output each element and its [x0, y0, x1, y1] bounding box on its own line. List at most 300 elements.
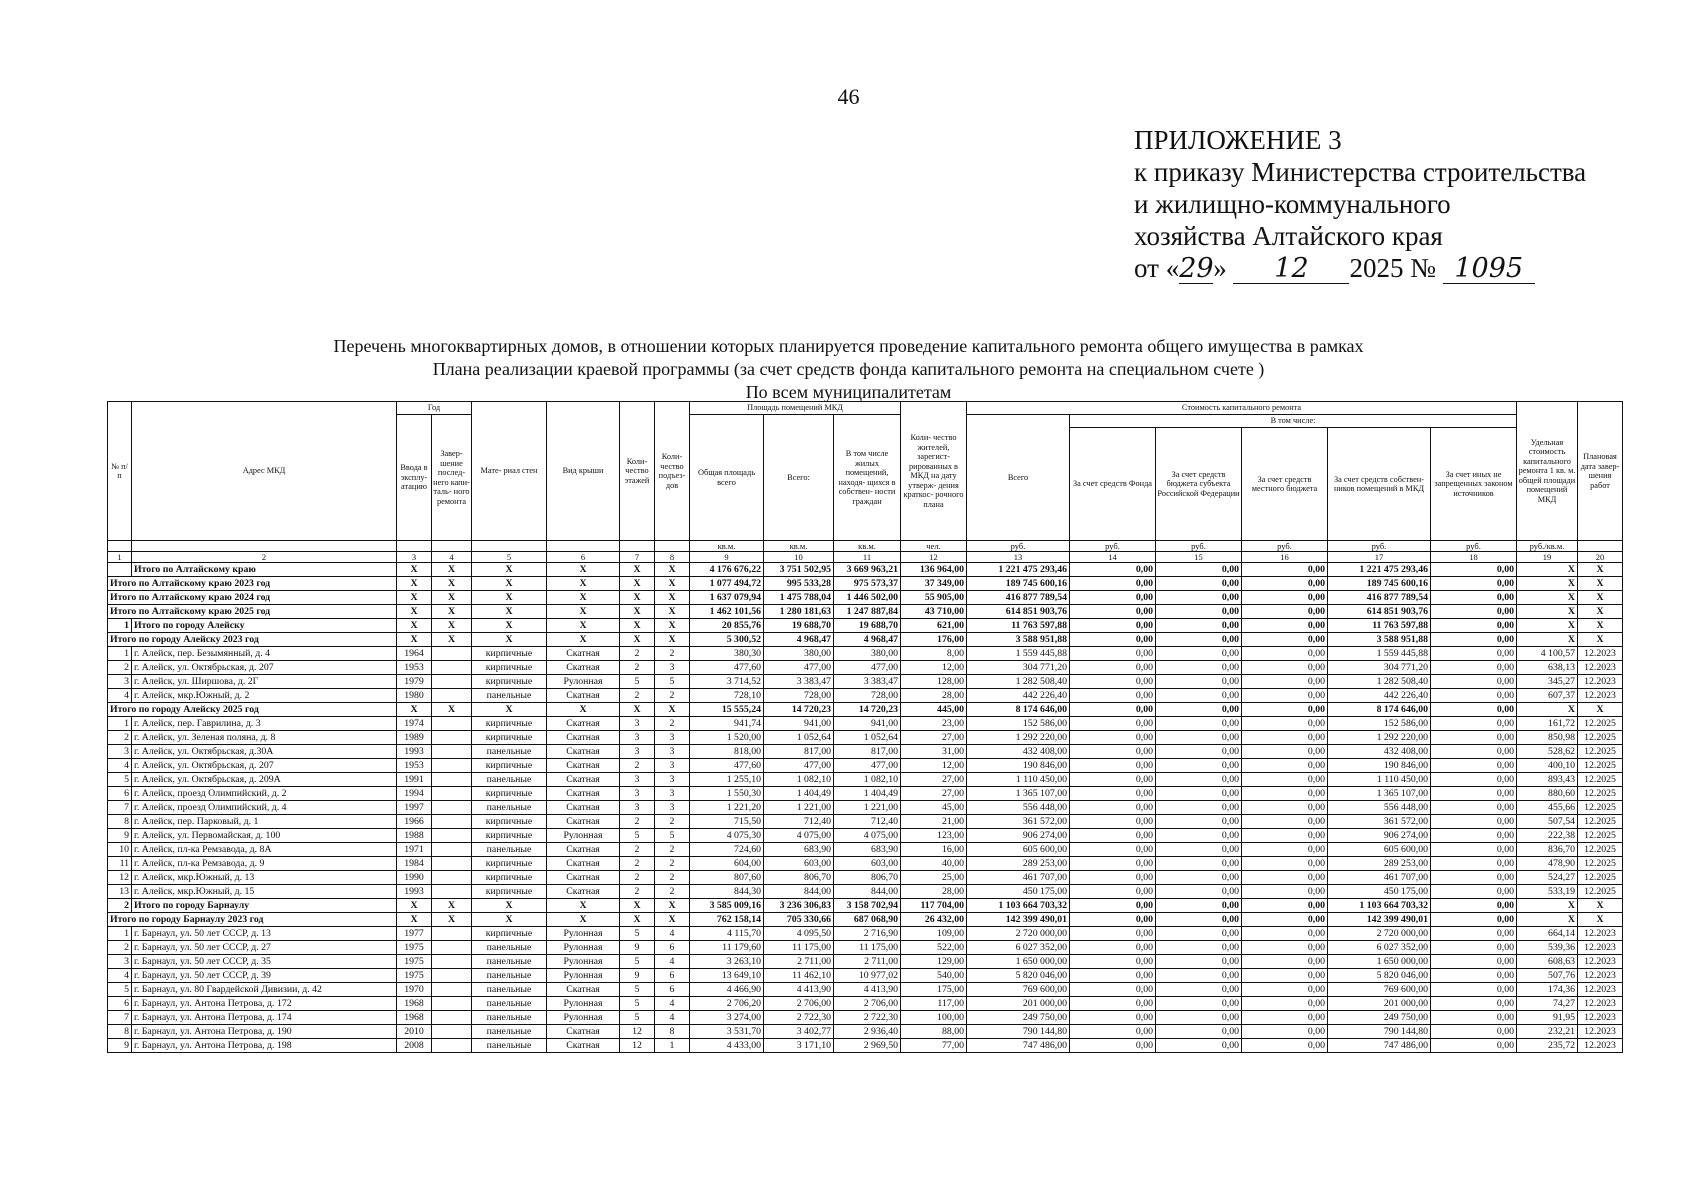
cell: 2	[108, 731, 132, 745]
cell: 8	[108, 1025, 132, 1039]
cell: панельные	[472, 969, 547, 983]
cell: 728,00	[834, 689, 901, 703]
appendix-line-3: хозяйства Алтайского края	[1134, 221, 1443, 251]
cell: 0,00	[1070, 1011, 1156, 1025]
cell: 400,10	[1517, 759, 1578, 773]
cell: X	[397, 563, 432, 577]
cell: 1 520,00	[690, 731, 764, 745]
cell: 0,00	[1156, 563, 1242, 577]
table-row	[108, 731, 1623, 745]
cell: 0,00	[1070, 997, 1156, 1011]
cell: 9	[620, 941, 655, 955]
unit-cell	[1578, 541, 1623, 552]
order-number: 1095	[1443, 255, 1535, 284]
unit-cell	[547, 541, 620, 552]
cell	[432, 997, 472, 1011]
cell: 31,00	[901, 745, 967, 759]
cell: 2	[620, 843, 655, 857]
cell: 289 253,00	[1328, 857, 1431, 871]
cell	[432, 829, 472, 843]
cell	[432, 745, 472, 759]
cell: 0,00	[1070, 745, 1156, 759]
cell: 1 110 450,00	[1328, 773, 1431, 787]
cell: 941,00	[764, 717, 834, 731]
row-title-cell: Итого по городу Алейску 2025 год	[108, 703, 397, 717]
cell: 747 486,00	[967, 1039, 1070, 1053]
header-unit-cost: Удельная стоимость капитального ремонта 1 кв. м. общей площади помещений МКД	[1517, 402, 1578, 541]
cell: 12.2023	[1578, 941, 1623, 955]
cell: Скатная	[547, 801, 620, 815]
cell: 0,00	[1431, 563, 1517, 577]
header-other: За счет иных не запрещенных законом источников	[1431, 428, 1517, 541]
header-walls: Мате- риал стен	[472, 402, 547, 541]
cell: 9	[620, 969, 655, 983]
unit-cell	[108, 541, 132, 552]
cell: 3 263,10	[690, 955, 764, 969]
cell: X	[472, 591, 547, 605]
cell: 0,00	[1431, 1039, 1517, 1053]
cell: 12.2025	[1578, 787, 1623, 801]
cell: 0,00	[1070, 1025, 1156, 1039]
date-day: 29	[1179, 253, 1214, 284]
header-planned: Плановая дата завер- шения работ	[1578, 402, 1623, 541]
total-row	[108, 591, 1623, 605]
unit-cell: кв.м.	[834, 541, 901, 552]
cell: X	[1517, 591, 1578, 605]
cell: 0,00	[1070, 843, 1156, 857]
cell: 189 745 600,16	[1328, 577, 1431, 591]
cell: X	[1517, 633, 1578, 647]
column-number-cell: 7	[620, 552, 655, 563]
cell: X	[655, 563, 690, 577]
cell: X	[432, 633, 472, 647]
cell: X	[432, 605, 472, 619]
cell: 6	[655, 969, 690, 983]
column-number-cell: 15	[1156, 552, 1242, 563]
table-row	[108, 717, 1623, 731]
cell	[432, 675, 472, 689]
address-cell: г. Алейск, пер. Парковый, д. 1	[132, 815, 397, 829]
cell: 1 255,10	[690, 773, 764, 787]
cell: 2 722,30	[834, 1011, 901, 1025]
cell: 3 751 502,95	[764, 563, 834, 577]
cell: 893,43	[1517, 773, 1578, 787]
cell: 2	[620, 815, 655, 829]
total-row	[108, 913, 1623, 927]
cell: 27,00	[901, 787, 967, 801]
cell: кирпичные	[472, 885, 547, 899]
cell: 1 365 107,00	[967, 787, 1070, 801]
cell: 27,00	[901, 773, 967, 787]
table-row	[108, 1025, 1623, 1039]
cell: X	[655, 703, 690, 717]
appendix-block	[1134, 124, 1634, 284]
cell: X	[655, 899, 690, 913]
cell: 0,00	[1242, 745, 1328, 759]
cell: 5 820 046,00	[967, 969, 1070, 983]
unit-cell: руб.	[967, 541, 1070, 552]
cell: 2 936,40	[834, 1025, 901, 1039]
cell: 1991	[397, 773, 432, 787]
cell: 4 466,90	[690, 983, 764, 997]
cell: 614 851 903,76	[967, 605, 1070, 619]
cell: 0,00	[1242, 983, 1328, 997]
cell: 11 462,10	[764, 969, 834, 983]
cell: 27,00	[901, 731, 967, 745]
row-title-cell: Итого по городу Алейску 2023 год	[108, 633, 397, 647]
cell: X	[620, 577, 655, 591]
cell: 477,00	[834, 661, 901, 675]
cell: Рулонная	[547, 941, 620, 955]
buildings-table	[107, 401, 1623, 1053]
cell: 5	[108, 983, 132, 997]
cell: 747 486,00	[1328, 1039, 1431, 1053]
cell: панельные	[472, 689, 547, 703]
cell: 0,00	[1070, 605, 1156, 619]
cell: 11	[108, 857, 132, 871]
cell: 1 404,49	[834, 787, 901, 801]
cell: 817,00	[764, 745, 834, 759]
cell: 11 175,00	[834, 941, 901, 955]
cell: 74,27	[1517, 997, 1578, 1011]
column-number-cell: 17	[1328, 552, 1431, 563]
cell: 941,74	[690, 717, 764, 731]
cell: 190 846,00	[1328, 759, 1431, 773]
cell: 0,00	[1431, 913, 1517, 927]
cell: 55 905,00	[901, 591, 967, 605]
header-area-total: Общая площадь всего	[690, 415, 764, 541]
cell	[432, 1011, 472, 1025]
cell: 2	[655, 717, 690, 731]
header-federal: За счет средств бюджета субъекта Российской Федерации	[1156, 428, 1242, 541]
cell: 0,00	[1070, 857, 1156, 871]
cell: 128,00	[901, 675, 967, 689]
cell: 9	[108, 829, 132, 843]
cell: X	[655, 633, 690, 647]
cell: 3 171,10	[764, 1039, 834, 1053]
cell: X	[1578, 703, 1623, 717]
cell: 1 650 000,00	[1328, 955, 1431, 969]
cell: 3	[655, 773, 690, 787]
page-number: 46	[837, 84, 860, 109]
cell: X	[397, 633, 432, 647]
unit-cell: руб.	[1431, 541, 1517, 552]
total-row	[108, 633, 1623, 647]
cell: 12,00	[901, 759, 967, 773]
address-cell: г. Барнаул, ул. 50 лет СССР, д. 13	[132, 927, 397, 941]
cell: 0,00	[1431, 745, 1517, 759]
cell: X	[1517, 913, 1578, 927]
cell: 0,00	[1431, 661, 1517, 675]
cell: 0,00	[1070, 675, 1156, 689]
cell: 1997	[397, 801, 432, 815]
cell: 3	[655, 759, 690, 773]
address-cell: г. Алейск, пер. Гаврилина, д. 3	[132, 717, 397, 731]
cell: 2 706,00	[834, 997, 901, 1011]
cell: 0,00	[1431, 815, 1517, 829]
cell: 1 650 000,00	[967, 955, 1070, 969]
cell: 5	[108, 773, 132, 787]
cell: 4	[655, 997, 690, 1011]
cell: 0,00	[1156, 773, 1242, 787]
column-number-cell: 2	[132, 552, 397, 563]
cell: 0,00	[1156, 857, 1242, 871]
cell: 2	[620, 689, 655, 703]
cell: 1975	[397, 969, 432, 983]
header-area-all: Всего:	[764, 415, 834, 541]
cell: X	[397, 899, 432, 913]
cell: 1 475 788,04	[764, 591, 834, 605]
cell: 0,00	[1070, 633, 1156, 647]
cell: 807,60	[690, 871, 764, 885]
cell	[432, 955, 472, 969]
cell: 6	[655, 941, 690, 955]
column-number-cell: 18	[1431, 552, 1517, 563]
cell: 3	[620, 801, 655, 815]
cell: кирпичные	[472, 815, 547, 829]
cell: 2	[108, 661, 132, 675]
address-cell: г. Алейск, ул. Октябрьская, д. 207	[132, 759, 397, 773]
cell: кирпичные	[472, 647, 547, 661]
address-cell: г. Алейск, пер. Безымянный, д. 4	[132, 647, 397, 661]
cell: 2	[620, 661, 655, 675]
cell: 477,00	[764, 661, 834, 675]
cell: 1 052,64	[764, 731, 834, 745]
row-title-cell: Итого по Алтайскому краю 2023 год	[108, 577, 397, 591]
header-address: Адрес МКД	[132, 402, 397, 541]
cell: 455,66	[1517, 801, 1578, 815]
cell: 0,00	[1156, 661, 1242, 675]
cell: 941,00	[834, 717, 901, 731]
cell: 12.2023	[1578, 969, 1623, 983]
cell: 621,00	[901, 619, 967, 633]
cell: панельные	[472, 983, 547, 997]
row-title-cell: Итого по Алтайскому краю 2025 год	[108, 605, 397, 619]
cell: 3	[620, 787, 655, 801]
cell: Скатная	[547, 857, 620, 871]
cell: 3	[620, 773, 655, 787]
cell: 175,00	[901, 983, 967, 997]
units-row	[108, 541, 1623, 552]
cell: 0,00	[1070, 969, 1156, 983]
cell: 2 711,00	[834, 955, 901, 969]
cell: 176,00	[901, 633, 967, 647]
cell: 5	[620, 997, 655, 1011]
cell: 818,00	[690, 745, 764, 759]
cell: 2 720 000,00	[967, 927, 1070, 941]
cell: Скатная	[547, 759, 620, 773]
cell: 0,00	[1242, 1025, 1328, 1039]
cell: 43 710,00	[901, 605, 967, 619]
cell: 0,00	[1156, 675, 1242, 689]
cell: 445,00	[901, 703, 967, 717]
cell: 0,00	[1156, 1039, 1242, 1053]
cell: 2	[655, 857, 690, 871]
cell: 40,00	[901, 857, 967, 871]
cell: 1975	[397, 941, 432, 955]
cell: 0,00	[1156, 913, 1242, 927]
cell: 12.2025	[1578, 801, 1623, 815]
cell	[432, 1039, 472, 1053]
cell: X	[1517, 563, 1578, 577]
cell	[432, 843, 472, 857]
cell: X	[547, 605, 620, 619]
cell: панельные	[472, 773, 547, 787]
unit-cell: руб.	[1328, 541, 1431, 552]
cell	[108, 563, 132, 577]
cell: 1974	[397, 717, 432, 731]
cell: 0,00	[1070, 703, 1156, 717]
cell	[432, 731, 472, 745]
cell: 0,00	[1070, 619, 1156, 633]
cell: 0,00	[1070, 927, 1156, 941]
cell: 12.2023	[1578, 1039, 1623, 1053]
cell: 8 174 646,00	[967, 703, 1070, 717]
column-number-cell: 9	[690, 552, 764, 563]
unit-cell	[620, 541, 655, 552]
cell: 0,00	[1070, 885, 1156, 899]
cell: 1 103 664 703,32	[967, 899, 1070, 913]
cell: 7	[108, 1011, 132, 1025]
cell: 3	[108, 955, 132, 969]
cell: 0,00	[1431, 591, 1517, 605]
cell: 0,00	[1156, 703, 1242, 717]
cell: 2 969,50	[834, 1039, 901, 1053]
address-cell: г. Алейск, пл-ка Ремзавода, д. 8А	[132, 843, 397, 857]
cell: 1993	[397, 885, 432, 899]
cell: 0,00	[1242, 815, 1328, 829]
cell: X	[397, 619, 432, 633]
cell: 3 383,47	[764, 675, 834, 689]
cell: X	[1578, 899, 1623, 913]
cell: 0,00	[1242, 913, 1328, 927]
cell: X	[655, 577, 690, 591]
cell: X	[655, 913, 690, 927]
cell: X	[547, 591, 620, 605]
cell: 152 586,00	[967, 717, 1070, 731]
cell: 5	[620, 927, 655, 941]
cell: 0,00	[1431, 843, 1517, 857]
cell: 1 365 107,00	[1328, 787, 1431, 801]
cell: 2	[655, 647, 690, 661]
address-cell: г. Алейск, ул. Первомайская, д. 100	[132, 829, 397, 843]
cell: 524,27	[1517, 871, 1578, 885]
cell: 0,00	[1431, 1011, 1517, 1025]
cell: 683,90	[764, 843, 834, 857]
cell: 0,00	[1242, 843, 1328, 857]
cell: 3 158 702,94	[834, 899, 901, 913]
cell: 1989	[397, 731, 432, 745]
cell	[432, 717, 472, 731]
cell: 0,00	[1070, 717, 1156, 731]
address-cell: г. Алейск, ул. Октябрьская, д. 207	[132, 661, 397, 675]
appendix-title: ПРИЛОЖЕНИЕ 3	[1134, 125, 1342, 155]
cell: 1	[108, 647, 132, 661]
cell: 507,54	[1517, 815, 1578, 829]
cell: 0,00	[1070, 591, 1156, 605]
cell: 0,00	[1156, 997, 1242, 1011]
cell: Скатная	[547, 843, 620, 857]
cell: 2 706,00	[764, 997, 834, 1011]
cell: 0,00	[1431, 773, 1517, 787]
cell: 26 432,00	[901, 913, 967, 927]
cell: 9	[108, 1039, 132, 1053]
cell: 1968	[397, 997, 432, 1011]
cell: 19 688,70	[834, 619, 901, 633]
header-residents: Коли- чество жителей, зарегист- рированных в МКД на дату утверж- дения краткос- рочного плана	[901, 402, 967, 541]
cell: 361 572,00	[967, 815, 1070, 829]
cell: X	[620, 899, 655, 913]
cell: 2 706,20	[690, 997, 764, 1011]
cell: панельные	[472, 941, 547, 955]
cell: 603,00	[834, 857, 901, 871]
cell: 2	[655, 815, 690, 829]
cell: 724,60	[690, 843, 764, 857]
table-row	[108, 787, 1623, 801]
total-row	[108, 605, 1623, 619]
cell: 2	[655, 871, 690, 885]
cell: кирпичные	[472, 675, 547, 689]
header-year-group: Год	[397, 402, 472, 415]
cell: 0,00	[1431, 577, 1517, 591]
total-row	[108, 619, 1623, 633]
cell: 0,00	[1156, 969, 1242, 983]
cell: панельные	[472, 801, 547, 815]
cell: 1 077 494,72	[690, 577, 764, 591]
cell: 1 282 508,40	[967, 675, 1070, 689]
unit-cell	[655, 541, 690, 552]
address-cell: г. Алейск, мкр.Южный, д. 2	[132, 689, 397, 703]
header-fund: За счет средств Фонда	[1070, 428, 1156, 541]
cell: 6 027 352,00	[1328, 941, 1431, 955]
cell: Скатная	[547, 787, 620, 801]
cell: 0,00	[1242, 759, 1328, 773]
cell: 2	[620, 647, 655, 661]
cell: 0,00	[1431, 717, 1517, 731]
cell: 0,00	[1431, 927, 1517, 941]
address-cell: г. Алейск, ул. Зеленая поляна, д. 8	[132, 731, 397, 745]
cell: 0,00	[1431, 731, 1517, 745]
header-floors: Коли- чество этажей	[620, 402, 655, 541]
cell: 0,00	[1070, 829, 1156, 843]
cell: 0,00	[1070, 899, 1156, 913]
cell: 0,00	[1070, 955, 1156, 969]
cell: 0,00	[1242, 899, 1328, 913]
cell: X	[620, 703, 655, 717]
address-cell: г. Барнаул, ул. Антона Петрова, д. 174	[132, 1011, 397, 1025]
cell: X	[432, 913, 472, 927]
address-cell: г. Алейск, мкр.Южный, д. 15	[132, 885, 397, 899]
cell: 0,00	[1242, 857, 1328, 871]
cell: X	[620, 591, 655, 605]
cell: X	[655, 619, 690, 633]
column-number-cell: 10	[764, 552, 834, 563]
cell: 45,00	[901, 801, 967, 815]
cell: 1990	[397, 871, 432, 885]
cell: 4 413,90	[834, 983, 901, 997]
header-entrances: Коли- чество подъез- дов	[655, 402, 690, 541]
cell: 0,00	[1242, 787, 1328, 801]
cell: Скатная	[547, 773, 620, 787]
cell: 3 714,52	[690, 675, 764, 689]
cell: X	[620, 913, 655, 927]
table-row	[108, 997, 1623, 1011]
cell: 0,00	[1070, 983, 1156, 997]
table-row	[108, 1039, 1623, 1053]
cell: 2	[620, 885, 655, 899]
cell: кирпичные	[472, 829, 547, 843]
cell: 0,00	[1156, 829, 1242, 843]
